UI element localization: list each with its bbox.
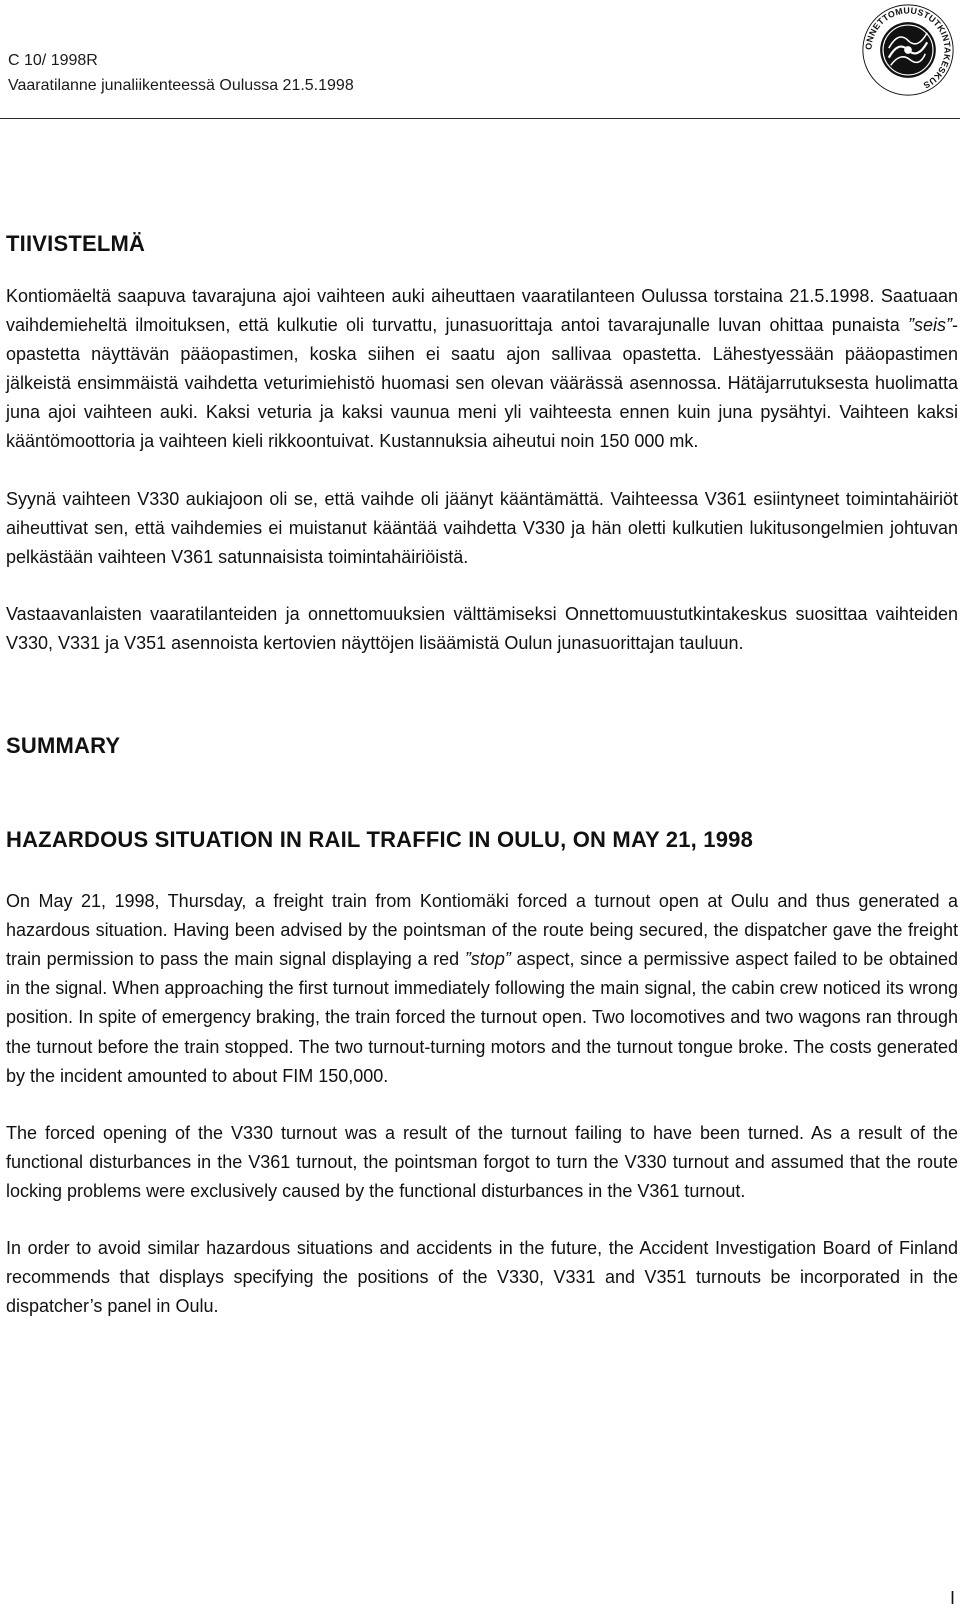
- english-paragraph-2: The forced opening of the V330 turnout was a result of the turnout failing to have been turned. As a result of the functional disturbances in the V361 turnout, the pointsman forgot to turn the V330 turnout and assumed that the route locking problems were exclusively caused by the functional disturbances in the V361 turnout.: [6, 1122, 958, 1201]
- english-paragraph-3: In order to avoid similar hazardous situations and accidents in the future, the Accident Investigation Board of Finland recommends that displays specifying the positions of the V330, V331 and V351 turnouts be incorporated in the dispatcher’s panel in Oulu.: [6, 1237, 958, 1317]
- finnish-paragraph-1-start: Kontiomäeltä saapuva tavarajuna ajoi vaihteen auki aiheuttaen vaaratilanteen Oulussa torstaina 21.5.1998. Saatuaan vaihdemieheltä ilmoituksen, että kulkutie oli turvattu, junasuorittaja antoi tavarajunalle luvan ohittaa punaista: [6, 286, 958, 336]
- finnish-paragraph-1-end: -opastetta näyttävän pääopastimen, koska siihen ei saatu ajon sallivaa opastetta. Lähestyessään pääopastimen jälkeistä ensimmäistä vaihdetta veturimiehistö huomasi sen olevan väärässä asennossa. Hätäjarrutuksesta huolimatta juna ajoi vaihteen auki. Kaksi veturia ja kaksi vaunua meni yli vaihteesta ennen kuin juna pysähtyi. Vaihteen kaksi kääntömoottoria ja vaihteen kieli rikkoontuivat. Kustannuksia aiheutui noin 150 000 mk.: [6, 315, 958, 452]
- seal-icon: [860, 2, 956, 98]
- signal-aspect-stop: ”stop”: [464, 949, 511, 970]
- report-id: C 10/ 1998R: [8, 52, 98, 69]
- page-number: I: [950, 1588, 956, 1608]
- report-title: Vaaratilanne junaliikenteessä Oulussa 21.5.1998: [8, 77, 354, 94]
- finnish-paragraph-3: Vastaavanlaisten vaaratilanteiden ja onnettomuuksien välttämiseksi Onnettomuustutkintakeskus suosittaa vaihteiden V330, V331 ja V351 asennoista kertovien näyttöjen lisäämistä Oulun junasuorittajan tauluun.: [6, 603, 958, 653]
- finnish-paragraph-1: [6, 282, 958, 457]
- finnish-paragraph-2: Syynä vaihteen V330 aukiajoon oli se, että vaihde oli jäänyt kääntämättä. Vaihteessa V361 esiintyneet toimintahäiriöt aiheuttivat sen, että vaihdemies ei muistanut kääntää vaihdetta V330 ja hän oletti kulkutien lukitusongelmien johtuvan pelkästään vaihteen V361 satunnaisista toimintahäiriöistä.: [6, 488, 958, 567]
- page-header: [8, 48, 354, 98]
- report-summary: [6, 230, 958, 1321]
- finnish-summary-heading: TIIVISTELMÄ: [6, 231, 146, 256]
- signal-aspect-seis: ”seis”: [908, 315, 952, 336]
- english-paragraph-1-end: aspect, since a permissive aspect failed to be obtained in the signal. When approaching the first turnout immediately following the main signal, the cabin crew noticed its wrong position. In spite of emergency braking, the train forced the turnout open. Two locomotives and two wagons ran through the turnout before the train stopped. The two turnout-turning motors and the turnout tongue broke. The costs generated by the incident amounted to about FIM 150,000.: [6, 949, 958, 1086]
- english-paragraph-1: [6, 887, 958, 1091]
- english-summary-title: HAZARDOUS SITUATION IN RAIL TRAFFIC IN OULU, ON MAY 21, 1998: [6, 827, 754, 853]
- header-divider: [0, 118, 960, 119]
- english-summary-heading: SUMMARY: [6, 733, 121, 759]
- seal-text: ONNETTOMUUSTUTKINTAKESKUS: [863, 5, 953, 91]
- english-paragraph-1-start: On May 21, 1998, Thursday, a freight train from Kontiomäki forced a turnout open at Oulu and thus generated a hazardous situation. Having been advised by the pointsman of the route being secured, the dispatcher gave the freight train permission to pass the main signal displaying a red: [6, 891, 958, 970]
